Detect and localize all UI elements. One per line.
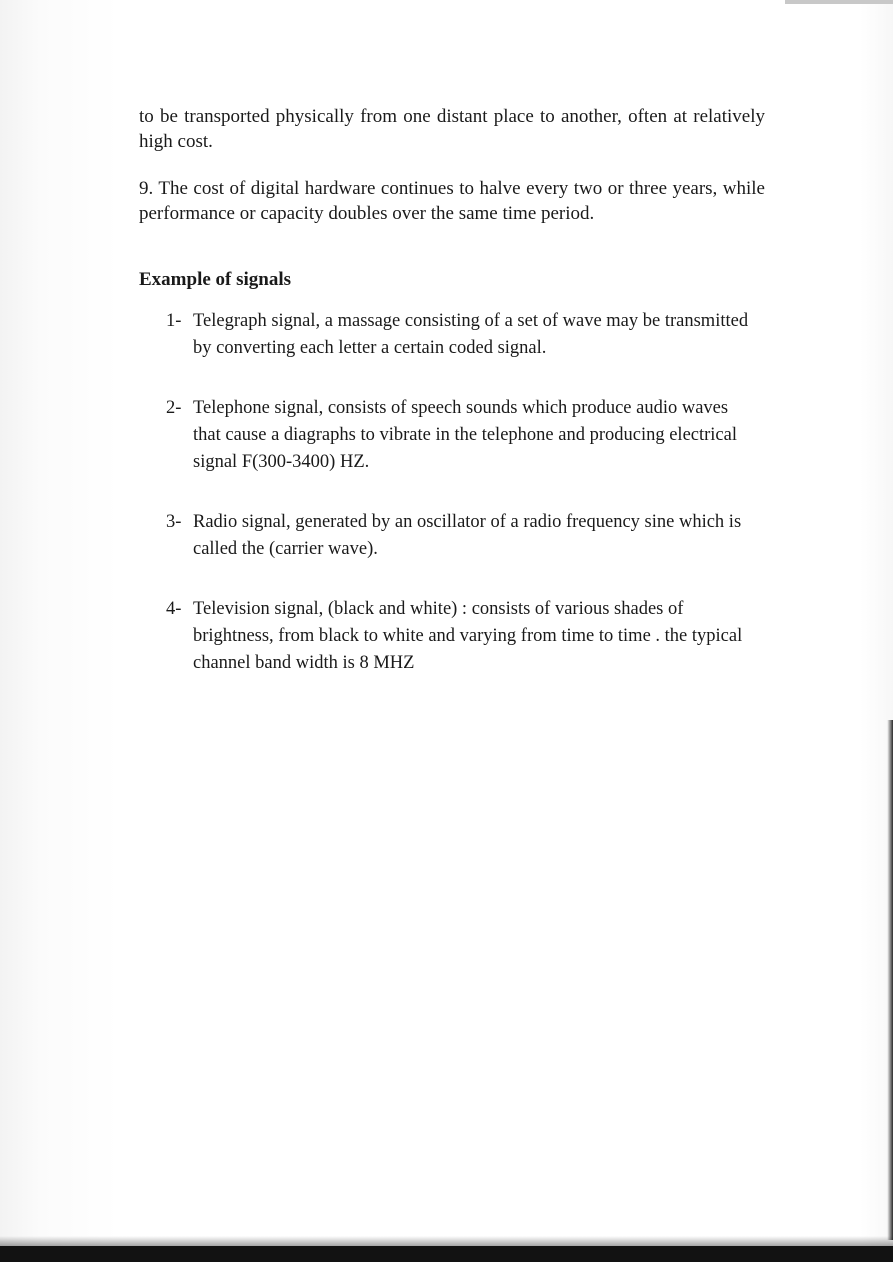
list-item-text: Telegraph signal, a massage consisting of a set of wave may be transmitted by converting each letter a certain coded signal.	[193, 311, 749, 358]
list-item	[139, 308, 765, 362]
scan-edge-bottom	[0, 1246, 893, 1262]
list-item-number: 2-	[166, 398, 182, 418]
scan-shadow-bottom	[0, 1236, 893, 1246]
list-item-text: Television signal, (black and white) : consists of various shades of brightness, from black to white and varying from time to time . the typical channel band width is 8 MHZ	[193, 599, 743, 673]
list-item-number: 4-	[166, 599, 182, 619]
list-item	[139, 509, 765, 563]
section-heading: Example of signals	[139, 269, 292, 290]
list-item	[139, 395, 765, 476]
paragraph-point-nine: 9. The cost of digital hardware continues to halve every two or three years, while performance or capacity doubles over the same time period.	[139, 178, 765, 224]
list-item-text: Telephone signal, consists of speech sounds which produce audio waves that cause a diagraphs to vibrate in the telephone and producing electrical signal F(300-3400) HZ.	[193, 398, 737, 472]
list-item-text: Radio signal, generated by an oscillator of a radio frequency sine which is called the (carrier wave).	[193, 512, 742, 559]
list-item	[139, 596, 765, 677]
list-item-number: 3-	[166, 512, 182, 532]
scan-edge-top	[785, 0, 893, 4]
list-item-number: 1-	[166, 311, 182, 331]
scan-edge-right	[887, 720, 893, 1240]
signals-list	[139, 308, 765, 710]
paragraph-continuation: to be transported physically from one distant place to another, often at relatively high cost.	[139, 106, 765, 152]
